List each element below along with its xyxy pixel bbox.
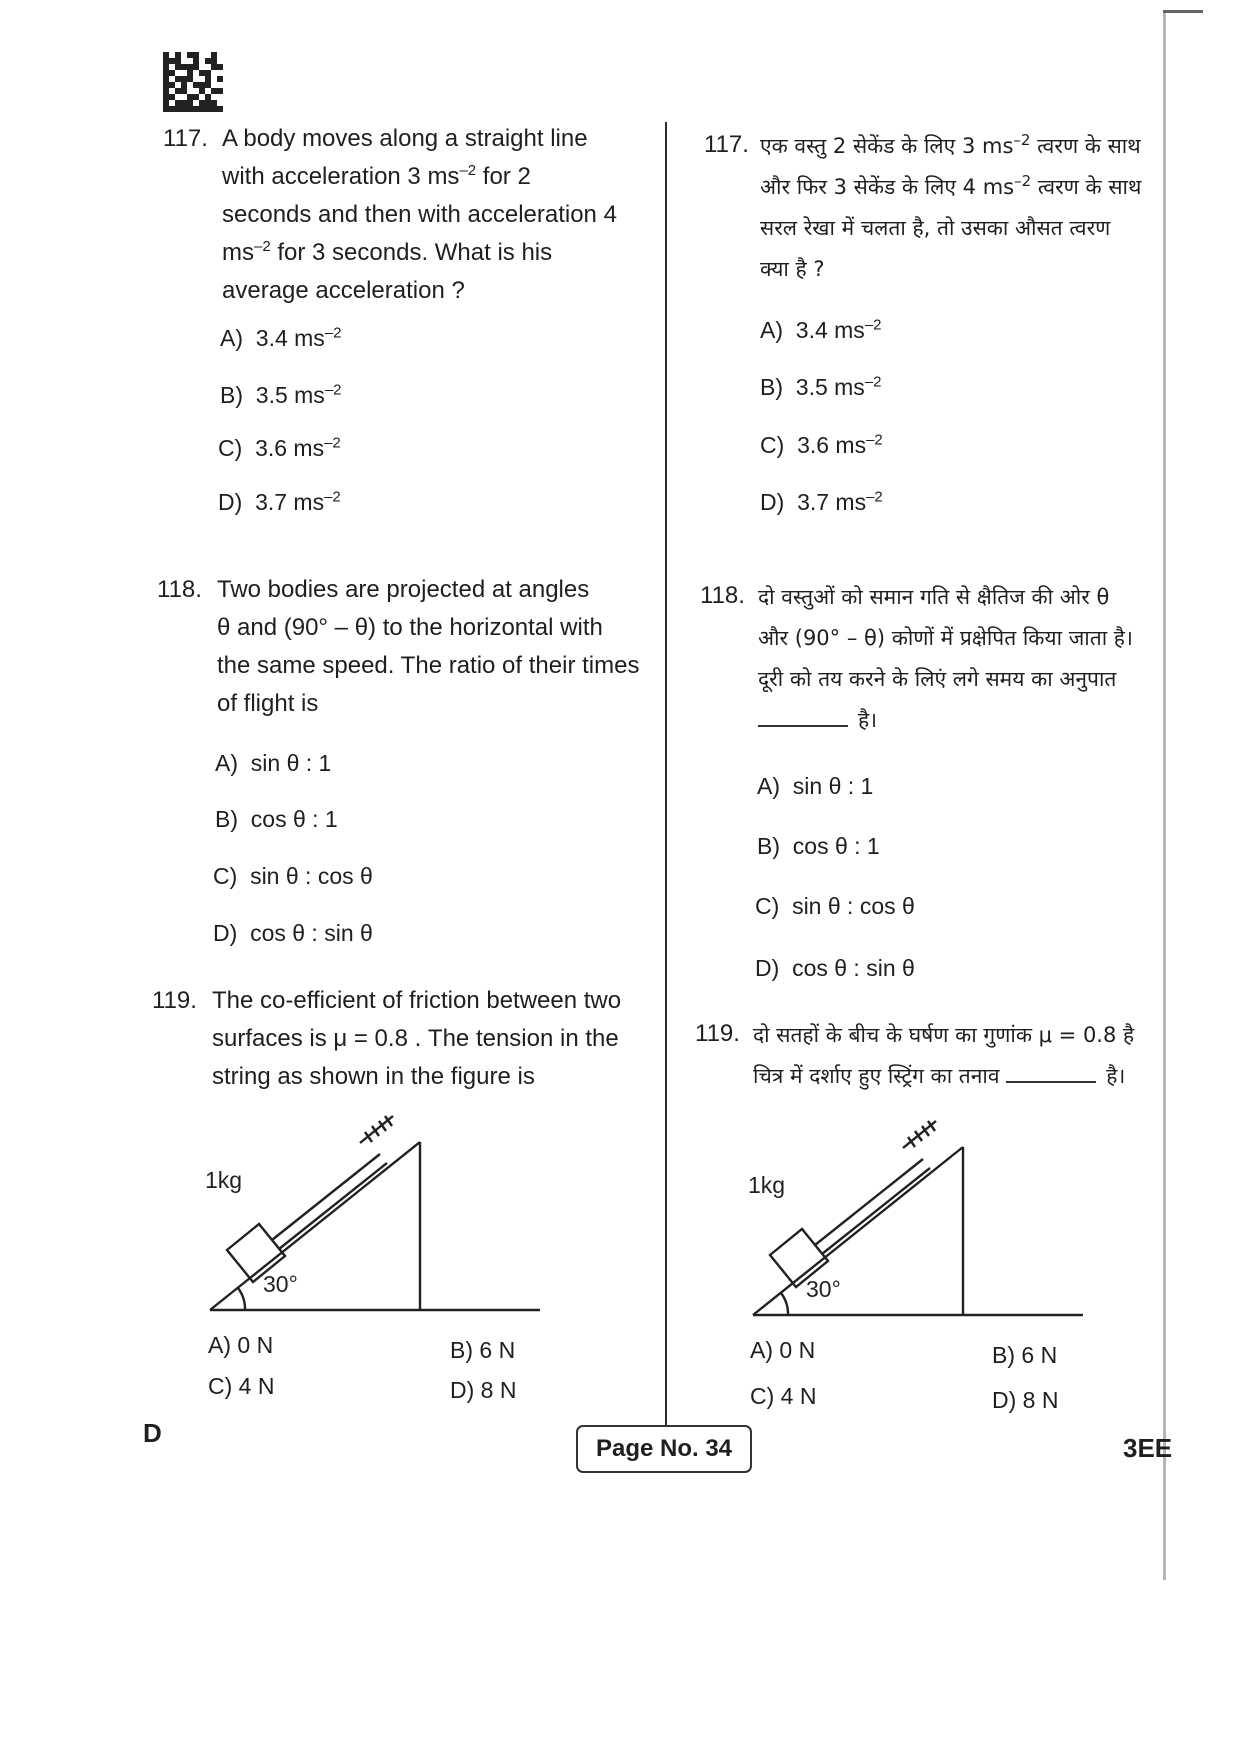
option-b: B) cos θ : 1	[757, 833, 880, 859]
answer-blank	[758, 725, 848, 727]
option-a: A) sin θ : 1	[757, 773, 874, 799]
option-d: D) 8 N	[450, 1377, 517, 1403]
question-number: 119.	[695, 1020, 740, 1047]
question-line: है।	[758, 700, 1178, 741]
option-d: D) 3.7 $ms^{-2}$	[218, 488, 341, 515]
question-119-text	[212, 982, 642, 1096]
question-line: एक वस्तु 2 सेकेंड के लिए 3 $ms^{-2}$ त्वरण के साथ	[760, 131, 1141, 158]
question-line: चित्र में दर्शाए हुए स्ट्रिंग का तनाव है।	[753, 1064, 1126, 1088]
question-line: of flight is	[217, 690, 319, 717]
option-b: B) cos θ : 1	[215, 806, 338, 832]
question-line: The co-efficient of friction between two	[212, 987, 622, 1014]
question-line: with acceleration 3 $ms^{-2}$ for 2	[222, 162, 531, 190]
question-number: 117.	[163, 125, 208, 152]
page-edge-corner	[1163, 10, 1203, 13]
option-b: B) 3.5 $ms^{-2}$	[220, 381, 342, 408]
question-line: दूरी को तय करने के लिएं लगे समय का अनुपात	[758, 667, 1117, 691]
question-118-hindi	[758, 577, 1178, 741]
question-118-text	[217, 571, 647, 723]
question-line: और (90° – θ) कोणों में प्रक्षेपित किया जाता है।	[758, 626, 1133, 650]
question-line: सरल रेखा में चलता है, तो उसका औसत त्वरण	[760, 216, 1111, 240]
incline-diagram	[205, 1110, 545, 1320]
incline-diagram	[748, 1115, 1088, 1325]
question-line: surfaces is μ = 0.8 . The tension in the	[212, 1025, 619, 1052]
page-number: Page No. 34	[576, 1425, 752, 1473]
question-119-hindi	[753, 1015, 1173, 1097]
question-line: $ms^{-2}$ for 3 seconds. What is his	[222, 238, 553, 266]
option-d: D) 8 N	[992, 1387, 1059, 1413]
question-line: A body moves along a straight line	[222, 125, 588, 152]
option-c: C) 3.6 $ms^{-2}$	[760, 431, 883, 458]
question-line: Two bodies are projected at angles	[217, 576, 590, 603]
question-number: 117.	[704, 131, 749, 158]
question-line: θ and (90° – θ) to the horizontal with	[217, 614, 603, 641]
qr-code	[163, 52, 223, 112]
option-d: D) cos θ : sin θ	[755, 955, 915, 981]
option-c: C) 4 N	[750, 1383, 817, 1409]
question-number: 118.	[700, 582, 745, 609]
booklet-code: D	[143, 1418, 162, 1448]
column-divider	[665, 122, 667, 1442]
question-line: दो सतहों के बीच के घर्षण का गुणांक μ = 0.8 है	[753, 1023, 1135, 1047]
mass-label: 1kg	[748, 1172, 786, 1198]
option-a: A) 0 N	[208, 1332, 274, 1358]
question-117-text	[222, 120, 652, 310]
option-b: B) 6 N	[992, 1342, 1058, 1368]
option-a: A) 3.4 $ms^{-2}$	[760, 316, 882, 343]
option-a: A) 3.4 $ms^{-2}$	[220, 324, 342, 351]
question-line: the same speed. The ratio of their times	[217, 652, 640, 679]
option-c: C) 3.6 $ms^{-2}$	[218, 434, 341, 461]
angle-label: 30°	[263, 1271, 298, 1297]
question-number: 118.	[157, 576, 202, 603]
question-number: 119.	[152, 987, 197, 1014]
option-b: B) 6 N	[450, 1337, 516, 1363]
paper-code: 3EE	[1123, 1433, 1173, 1463]
option-a: A) 0 N	[750, 1337, 816, 1363]
question-line: seconds and then with acceleration 4	[222, 201, 617, 228]
mass-label: 1kg	[205, 1167, 243, 1193]
answer-blank	[1006, 1081, 1096, 1083]
question-line: और फिर 3 सेकेंड के लिए 4 $ms^{-2}$ त्वरण के साथ	[760, 172, 1142, 199]
angle-label: 30°	[806, 1276, 841, 1302]
question-line: क्या है ?	[760, 257, 825, 281]
option-c: C) sin θ : cos θ	[755, 893, 915, 919]
question-line: string as shown in the figure is	[212, 1063, 535, 1090]
option-c: C) 4 N	[208, 1373, 275, 1399]
option-d: D) 3.7 $ms^{-2}$	[760, 488, 883, 515]
option-d: D) cos θ : sin θ	[213, 920, 373, 946]
question-117-hindi	[760, 126, 1180, 290]
question-line: average acceleration ?	[222, 277, 465, 304]
option-b: B) 3.5 $ms^{-2}$	[760, 373, 882, 400]
option-c: C) sin θ : cos θ	[213, 863, 373, 889]
option-a: A) sin θ : 1	[215, 750, 332, 776]
question-line: दो वस्तुओं को समान गति से क्षैतिज की ओर θ	[758, 585, 1110, 609]
